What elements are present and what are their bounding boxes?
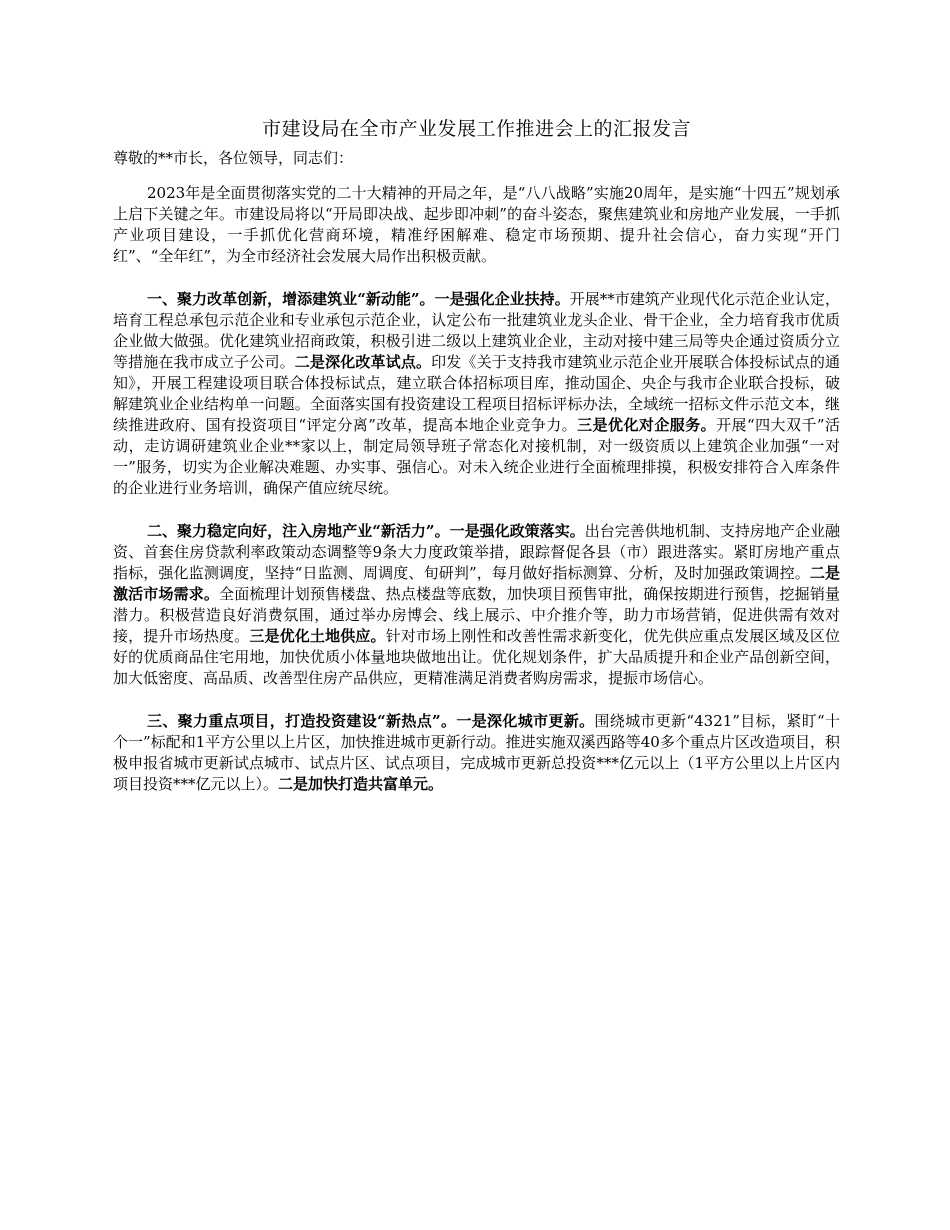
section-1-heading: 一、聚力改革创新，增添建筑业“新动能”。 bbox=[147, 290, 435, 308]
section-3-point-1-heading: 一是深化城市更新。 bbox=[456, 712, 595, 730]
section-1-point-1-text: 开展**市建筑产业现代化示范企业认定，培育工程总承包示范企业和专业承包示范企业，认定公布一批建筑业龙头企业、骨干企业，全力培育我市优质企业做大做强。优化建筑业招商政策，积极引进二级以上建筑业企业，主动对接中建三局等央企通过资质分立等措施在我市成立子公司。 bbox=[113, 290, 840, 371]
section-1-point-1-heading: 一是强化企业扶持。 bbox=[434, 290, 570, 308]
section-1-point-3-text: 开展“四大双千”活动，走访调研建筑业企业**家以上，制定局领导班子常态化对接机制，对一级资质以上建筑企业加强“一对一”服务，切实为企业解决难题、办实事、强信心。对未入统企业进行全面梳理排摸，积极安排符合入库条件的企业进行业务培训，确保产值应统尽统。 bbox=[113, 416, 840, 497]
section-3-heading: 三、聚力重点项目，打造投资建设“新热点”。 bbox=[147, 712, 457, 730]
salutation: 尊敬的**市长，各位领导，同志们： bbox=[113, 149, 354, 167]
section-1-point-2-text: 印发《关于支持我市建筑业示范企业开展联合体投标试点的通知》，开展工程建设项目联合体投标试点，建立联合体招标项目库，推动国企、央企与我市企业联合投标，破解建筑业企业结构单一问题。全面落实国有投资建设工程项目招标评标办法，全域统一招标文件示范文本，继续推进政府、国有投资项目“评定分离”改革，提高本地企业竞争力。 bbox=[113, 353, 840, 434]
section-2-point-3-text: 针对市场上刚性和改善性需求新变化，优先供应重点发展区域及区位好的优质商品住宅用地，加快优质小体量地块做地出让。优化规划条件，扩大品质提升和企业产品创新空间，加大低密度、高品质、改善型住房产品供应，更精准满足消费者购房需求，提振市场信心。 bbox=[113, 627, 840, 687]
section-3-point-2-heading: 二是加快打造共富单元。 bbox=[278, 775, 444, 793]
section-2-point-3-heading: 三是优化土地供应。 bbox=[249, 627, 386, 645]
section-2-point-1-heading: 一是强化政策落实。 bbox=[449, 522, 585, 540]
document-page bbox=[113, 112, 840, 817]
section-1-paragraph bbox=[113, 289, 840, 499]
section-3-paragraph bbox=[113, 711, 840, 795]
section-2-point-1-text: 出台完善供地机制、支持房地产企业融资、首套住房贷款利率政策动态调整等9条大力度政策举措，跟踪督促各县（市）跟进落实。紧盯房地产重点指标，强化监测调度，坚持“日监测、周调度、旬研判”，每月做好指标测算、分析，及时加强政策调控。 bbox=[113, 522, 840, 582]
section-2-point-2-heading: 二是激活市场需求。 bbox=[113, 564, 840, 603]
document-title: 市建设局在全市产业发展工作推进会上的汇报发言 bbox=[261, 118, 691, 140]
section-3-point-1-text: 围绕城市更新“4321”目标，紧盯“十个一”标配和1平方公里以上片区，加快推进城市更新行动。推进实施双溪西路等40多个重点片区改造项目，积极申报省城市更新试点城市、试点片区、试点项目，完成城市更新总投资***亿元以上（1平方公里以上片区内项目投资***亿元以上）。 bbox=[113, 712, 840, 793]
intro-paragraph bbox=[113, 183, 840, 267]
section-2-paragraph bbox=[113, 521, 840, 689]
intro-text: 2023年是全面贯彻落实党的二十大精神的开局之年，是“八八战略”实施20周年，是实施“十四五”规划承上启下关键之年。市建设局将以“开局即决战、起步即冲刺”的奋斗姿态，聚焦建筑业和房地产业发展，一手抓产业项目建设，一手抓优化营商环境，精准纾困解难、稳定市场预期、提升社会信心，奋力实现“开门红”、“全年红”，为全市经济社会发展大局作出积极贡献。 bbox=[113, 184, 840, 265]
section-2-point-2-text: 全面梳理计划预售楼盘、热点楼盘等底数，加快项目预售审批，确保按期进行预售，挖掘销量潜力。积极营造良好消费氛围，通过举办房博会、线上展示、中介推介等，助力市场营销，促进供需有效对接，提升市场热度。 bbox=[113, 585, 840, 645]
section-1-point-3-heading: 三是优化对企服务。 bbox=[577, 416, 717, 434]
section-1-point-2-heading: 二是深化改革试点。 bbox=[294, 353, 432, 371]
section-2-heading: 二、聚力稳定向好，注入房地产业“新活力”。 bbox=[147, 522, 450, 540]
